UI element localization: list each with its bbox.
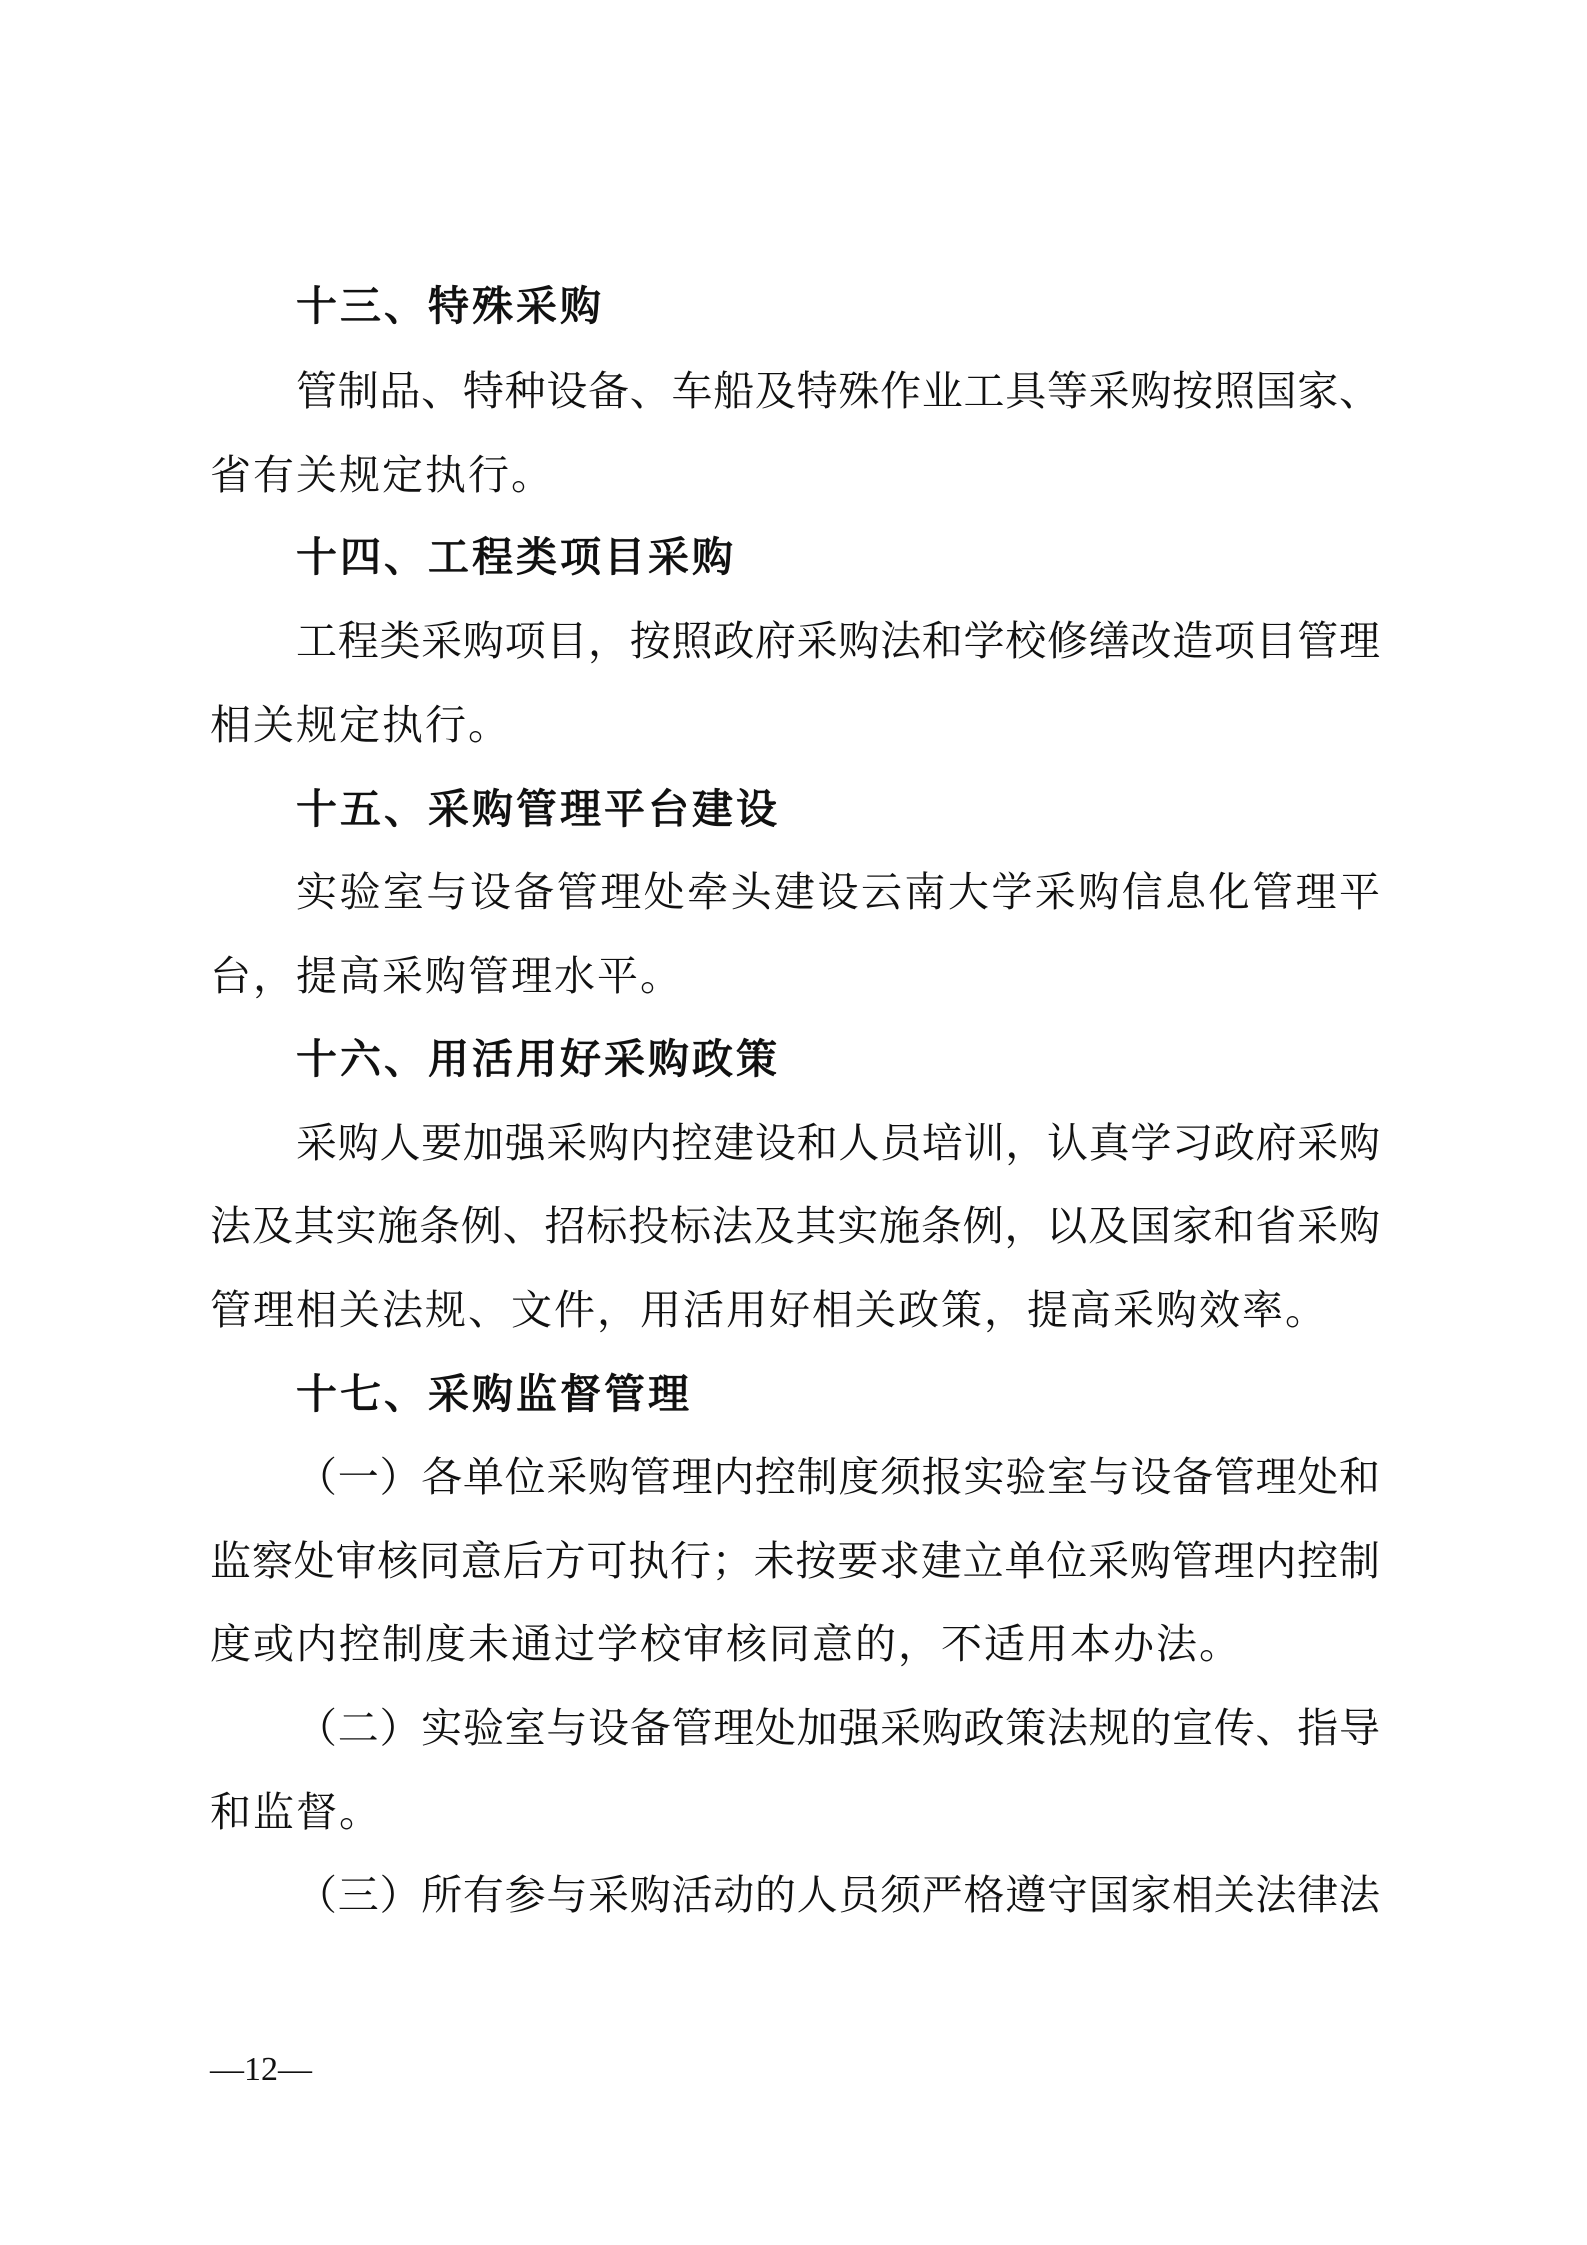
section-heading-15: 十五、采购管理平台建设 — [296, 785, 780, 833]
paragraph-line: （三）所有参与采购活动的人员须严格遵守国家相关法律法 — [296, 1871, 1380, 1919]
paragraph-line: 法及其实施条例、招标投标法及其实施条例，以及国家和省采购 — [210, 1202, 1380, 1250]
section-heading-17: 十七、采购监督管理 — [296, 1370, 692, 1418]
paragraph-line: 管制品、特种设备、车船及特殊作业工具等采购按照国家、 — [296, 367, 1380, 415]
paragraph-line: 管理相关法规、文件，用活用好相关政策，提高采购效率。 — [210, 1286, 1328, 1334]
paragraph-line: 监察处审核同意后方可执行；未按要求建立单位采购管理内控制 — [210, 1537, 1380, 1585]
paragraph-line: 工程类采购项目，按照政府采购法和学校修缮改造项目管理 — [296, 617, 1380, 665]
paragraph-line: （二）实验室与设备管理处加强采购政策法规的宣传、指导 — [296, 1704, 1380, 1752]
paragraph-line: 度或内控制度未通过学校审核同意的，不适用本办法。 — [210, 1620, 1242, 1668]
paragraph-line: 台，提高采购管理水平。 — [210, 952, 683, 1000]
section-heading-16: 十六、用活用好采购政策 — [296, 1035, 780, 1083]
section-heading-13: 十三、特殊采购 — [296, 282, 604, 330]
page-number: —12— — [210, 2051, 312, 2088]
paragraph-line: 采购人要加强采购内控建设和人员培训，认真学习政府采购 — [296, 1119, 1380, 1167]
paragraph-line: 实验室与设备管理处牵头建设云南大学采购信息化管理平 — [296, 868, 1380, 916]
paragraph-line: 相关规定执行。 — [210, 701, 511, 749]
paragraph-line: （一）各单位采购管理内控制度须报实验室与设备管理处和 — [296, 1453, 1380, 1501]
paragraph-line: 和监督。 — [210, 1788, 382, 1836]
section-heading-14: 十四、工程类项目采购 — [296, 533, 736, 581]
paragraph-line: 省有关规定执行。 — [210, 451, 554, 499]
